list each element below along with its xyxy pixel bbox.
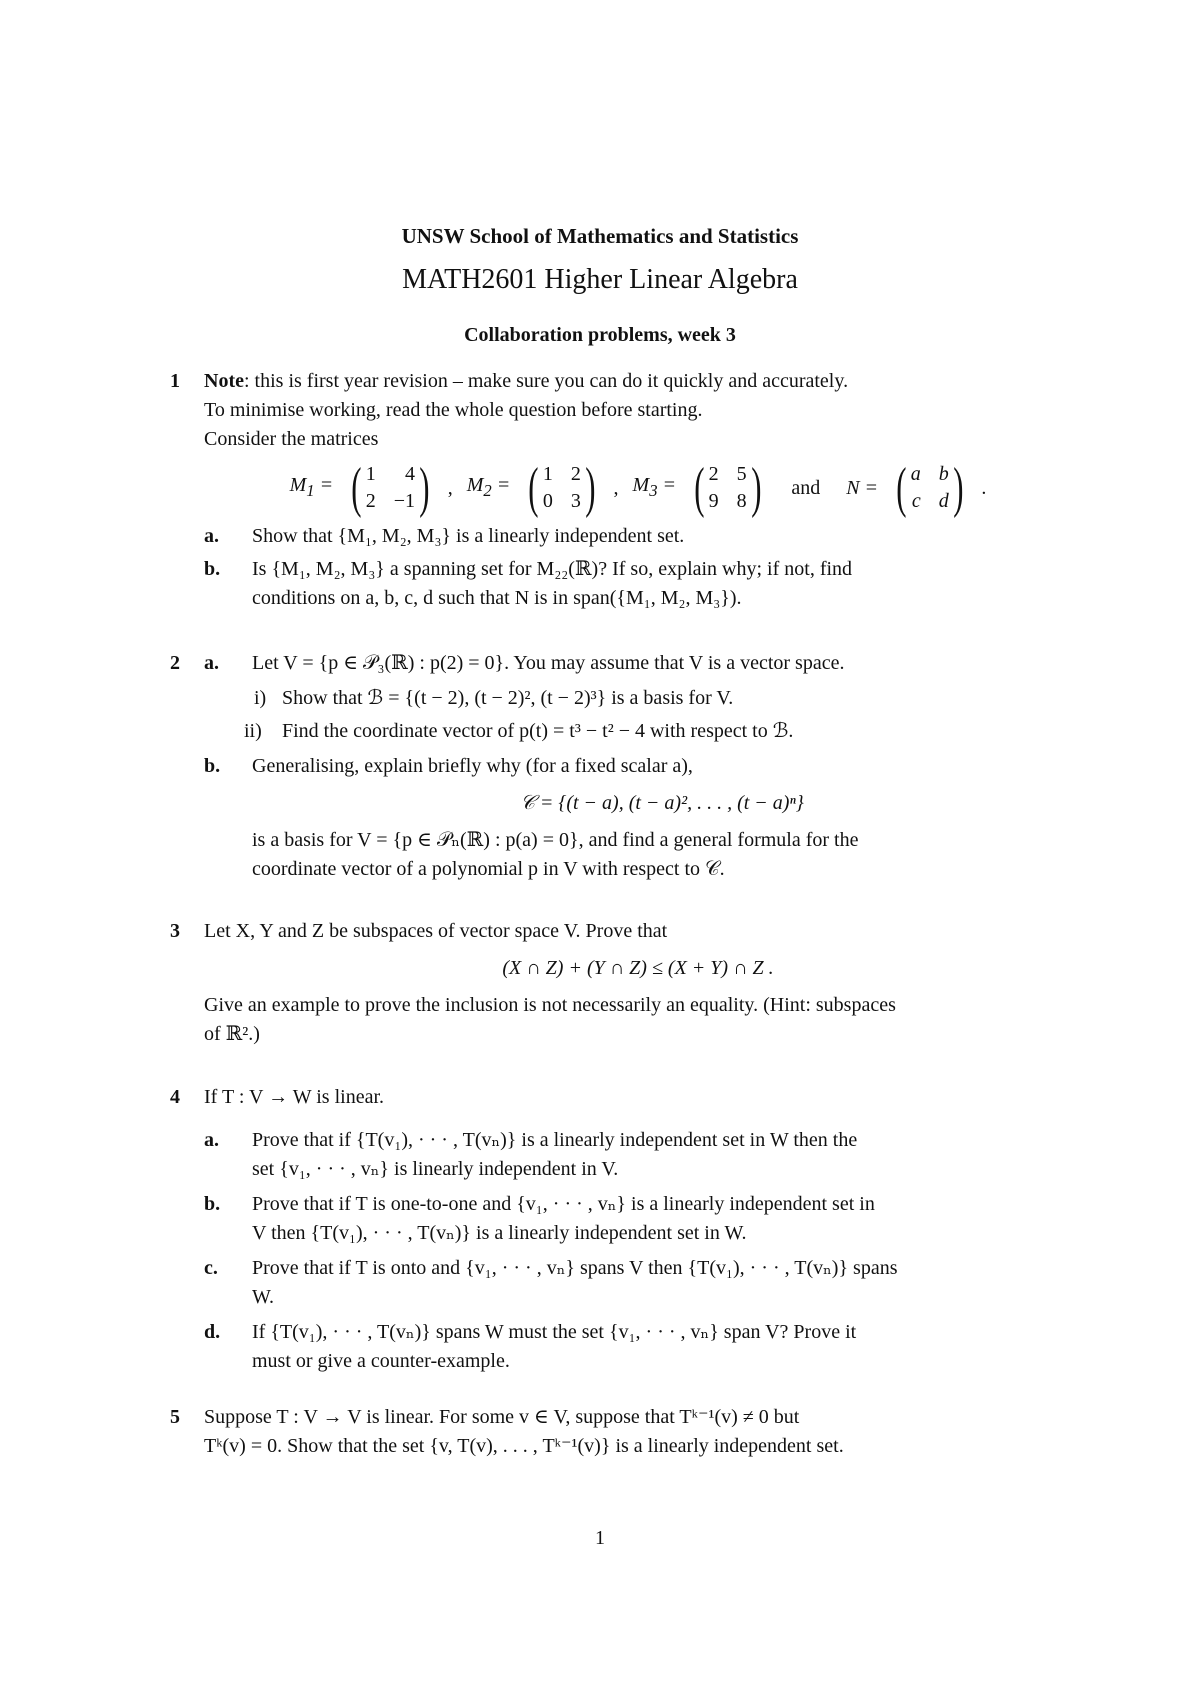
subpart-a: a. Show that {M₁, M₂, M₃} is a linearly independent set.	[204, 525, 685, 547]
subpart-b: b. Generalising, explain briefly why (for a fixed scalar a), 𝒞 = {(t − a), (t − a)², . . . , (t − a)ⁿ} is a basis for V = {p ∈ 𝒫ₙ(ℝ) : p(a) = 0}, and find a general formula for the coordinate vector of a polynomial p in V with respect to 𝒞.	[204, 752, 1072, 884]
matrices-row: $M_1$ = ( 1 4 2 −1 ) , $M_2$ = ( 1 2 0 3 ) , $M_3$ = ( 2 5 9 8 ) and N = ( a b c d ) .	[289, 457, 987, 519]
problem-number: 1	[170, 370, 180, 392]
matrix-m1: ( 1 4 2 −1 )	[351, 457, 430, 519]
subpart-a: a. Prove that if {T(v₁), · · · , T(vₙ)} is a linearly independent set in W then the set {v₁, · · · , vₙ} is linearly independent in V.	[204, 1129, 858, 1180]
note-text: : this is first year revision – make sure you can do it quickly and accurately.	[243, 370, 849, 392]
problem-body	[204, 367, 1072, 613]
matrix-m2: ( 1 2 0 3 )	[528, 457, 596, 519]
display-equation: (X ∩ Z) + (Y ∩ Z) ≤ (X + Y) ∩ Z .	[502, 957, 774, 979]
problem-body: If T : V → W is linear. a. Prove that if {T(v₁), · · · , T(vₙ)} is a linearly independent set in W then the set {v₁, · · · , vₙ} is linearly independent in V. b. Prove that if T is one-to-one and {v₁, · · · , vₙ} is a linearly independent set in V then {T(v₁), · · · , T(vₙ)} is a linearly independent set in W. c. Prove that if T is onto and {v₁, · · · , vₙ} spans V then {T(v₁), · · · , T(vₙ)} spans W. d. If {T(v₁), · · · , T(vₙ)} spans W must the set {v₁, · · · , vₙ} span V? Prove it must or give a counter-example.	[204, 1083, 1072, 1376]
and-word: and	[791, 476, 821, 499]
subpart-b: b. Is {M₁, M₂, M₃} a spanning set for M₂₂(ℝ)? If so, explain why; if not, find conditions on a, b, c, d such that N is in span({M₁, M₂, M₃}).	[204, 558, 853, 609]
problem-number: 5	[170, 1406, 180, 1428]
school-heading: UNSW School of Mathematics and Statistics	[401, 224, 799, 248]
document-subtitle: Collaboration problems, week 3	[464, 324, 736, 346]
problem-body: Let X, Y and Z be subspaces of vector space V. Prove that (X ∩ Z) + (Y ∩ Z) ≤ (X + Y) ∩ Z . Give an example to prove the inclusion is not necessarily an equality. (Hint: subspaces of ℝ².)	[204, 917, 1072, 1049]
problem-number: 4	[170, 1086, 180, 1108]
matrix-label-m3: $M_3$ =	[632, 474, 677, 500]
matrix-n: ( a b c d )	[896, 457, 964, 519]
matrix-label-n: N =	[846, 476, 879, 499]
problem-number: 3	[170, 920, 180, 942]
subpart-a: a. Let V = {p ∈ 𝒫₃(ℝ) : p(2) = 0}. You may assume that V is a vector space.	[204, 652, 845, 674]
problem-body	[204, 649, 1072, 884]
problem-number: 2	[170, 652, 180, 674]
problem-line: Consider the matrices	[204, 428, 379, 450]
subpart-i: i) Show that ℬ = {(t − 2), (t − 2)², (t − 2)³} is a basis for V.	[254, 687, 734, 709]
subpart-c: c. Prove that if T is onto and {v₁, · · · , vₙ} spans V then {T(v₁), · · · , T(vₙ)} spans W.	[204, 1257, 898, 1308]
subpart-d: d. If {T(v₁), · · · , T(vₙ)} spans W must the set {v₁, · · · , vₙ} span V? Prove it must or give a counter-example.	[204, 1321, 857, 1372]
note-label: Note	[204, 370, 244, 392]
page-number: 1	[595, 1527, 605, 1549]
subpart-ii: ii) Find the coordinate vector of p(t) = t³ − t² − 4 with respect to ℬ.	[244, 720, 794, 742]
matrix-label-m1: $M_1$ =	[289, 474, 334, 500]
matrix-label-m2: $M_2$ =	[466, 474, 511, 500]
problem-line	[204, 367, 1072, 396]
problem-body: Suppose T : V → V is linear. For some v ∈ V, suppose that Tᵏ⁻¹(v) ≠ 0 but Tᵏ(v) = 0. Show that the set {v, T(v), . . . , Tᵏ⁻¹(v)} is a linearly independent set.	[204, 1406, 844, 1457]
display-equation: 𝒞 = {(t − a), (t − a)², . . . , (t − a)ⁿ}	[520, 792, 804, 814]
subpart-b: b. Prove that if T is one-to-one and {v₁, · · · , vₙ} is a linearly independent set in V then {T(v₁), · · · , T(vₙ)} is a linearly independent set in W.	[204, 1193, 875, 1244]
problem-line: To minimise working, read the whole question before starting.	[204, 399, 703, 421]
course-title: MATH2601 Higher Linear Algebra	[402, 264, 798, 295]
matrix-m3: ( 2 5 9 8 )	[694, 457, 762, 519]
